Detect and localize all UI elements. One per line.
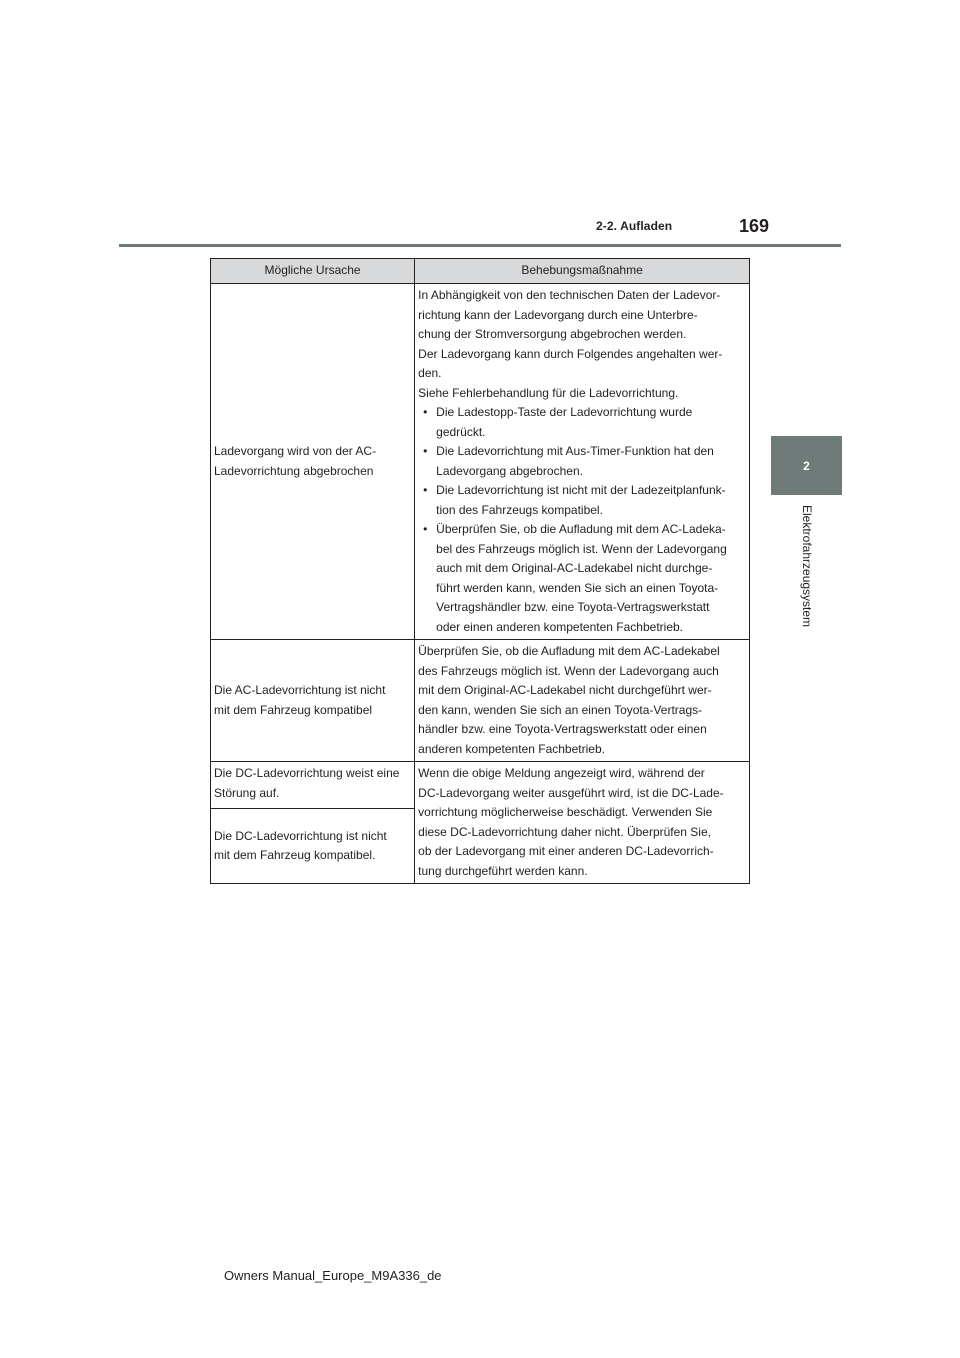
bullet-line: führt werden kann, wenden Sie sich an einen Toyota-	[436, 580, 719, 595]
cause-line: mit dem Fahrzeug kompatibel.	[214, 848, 376, 862]
action-line: diese DC-Ladevorrichtung daher nicht. Überprüfen Sie,	[418, 824, 711, 839]
action-line: des Fahrzeugs möglich ist. Wenn der Ladevorgang auch	[418, 663, 719, 678]
bullet-line: auch mit dem Original-AC-Ladekabel nicht durchge-	[436, 561, 713, 575]
bullet-line: Vertragshändler bzw. eine Toyota-Vertragswerkstatt	[436, 600, 710, 614]
cause-line: Die DC-Ladevorrichtung weist eine	[214, 766, 400, 780]
page-number: 169	[739, 216, 770, 236]
bullet-item	[418, 403, 746, 442]
action-line: In Abhängigkeit von den technischen Daten der Ladevor-	[418, 288, 721, 302]
action-line: DC-Ladevorgang weiter ausgeführt wird, ist die DC-Lade-	[418, 785, 724, 800]
action-line: den kann, wenden Sie sich an einen Toyota-Vertrags-	[418, 702, 703, 717]
action-line: händler bzw. eine Toyota-Vertragswerkstatt oder einen	[418, 722, 707, 736]
cause-cell	[211, 762, 415, 809]
table-header-row	[211, 259, 750, 284]
section-title: 2-2. Aufladen	[596, 219, 673, 233]
action-line: tung durchgeführt werden kann.	[418, 863, 588, 878]
cause-cell	[211, 809, 415, 884]
cause-line: mit dem Fahrzeug kompatibel	[214, 702, 373, 717]
bullet-line: • Überprüfen Sie, ob die Aufladung mit dem AC-Ladeka-	[436, 522, 726, 536]
header-divider	[119, 244, 841, 247]
action-cell	[415, 762, 750, 884]
cause-cell	[211, 284, 415, 640]
cause-line: Störung auf.	[214, 785, 280, 800]
action-line: vorrichtung möglicherweise beschädigt. Verwenden Sie	[418, 805, 713, 819]
table-row	[211, 284, 750, 640]
bullet-line: tion des Fahrzeugs kompatibel.	[436, 502, 603, 517]
action-line: Überprüfen Sie, ob die Aufladung mit dem AC-Ladekabel	[418, 644, 720, 658]
action-line: anderen kompetenten Fachbetrieb.	[418, 741, 605, 756]
chapter-number: 2	[803, 458, 810, 473]
action-line: Der Ladevorgang kann durch Folgendes angehalten wer-	[418, 346, 723, 361]
cause-line: Die AC-Ladevorrichtung ist nicht	[214, 683, 386, 697]
column-header-cause: Mögliche Ursache	[211, 259, 415, 284]
bullet-line: Ladevorgang abgebrochen.	[436, 463, 583, 478]
chapter-tab	[771, 436, 842, 495]
cause-line: Ladevorrichtung abgebrochen	[214, 463, 374, 478]
bullet-line: • Die Ladevorrichtung ist nicht mit der Ladezeitplanfunk-	[436, 483, 726, 497]
action-line: chung der Stromversorgung abgebrochen werden.	[418, 327, 687, 341]
bullet-line: bel des Fahrzeugs möglich ist. Wenn der Ladevorgang	[436, 541, 727, 556]
bullet-item	[418, 520, 746, 637]
troubleshooting-table	[210, 258, 750, 884]
action-line: Wenn die obige Meldung angezeigt wird, während der	[418, 766, 705, 780]
action-cell	[415, 284, 750, 640]
table-row	[211, 640, 750, 762]
bullet-line: • Die Ladevorrichtung mit Aus-Timer-Funktion hat den	[436, 444, 714, 458]
action-line: Siehe Fehlerbehandlung für die Ladevorrichtung.	[418, 385, 679, 400]
bullet-list	[418, 403, 746, 637]
cause-line: Ladevorgang wird von der AC-	[214, 444, 377, 458]
bullet-item	[418, 442, 746, 481]
bullet-line: • Die Ladestopp-Taste der Ladevorrichtung wurde	[436, 405, 693, 419]
bullet-line: oder einen anderen kompetenten Fachbetrieb.	[436, 619, 683, 634]
document-id: Owners Manual_Europe_M9A336_de	[224, 1268, 442, 1283]
cause-line: Die DC-Ladevorrichtung ist nicht	[214, 828, 387, 843]
action-cell	[415, 640, 750, 762]
bullet-item	[418, 481, 746, 520]
chapter-title: Elektrofahrzeugsystem	[800, 505, 814, 628]
bullet-line: gedrückt.	[436, 424, 486, 439]
action-line: ob der Ladevorgang mit einer anderen DC-Ladevorrich-	[418, 844, 714, 858]
cause-cell	[211, 640, 415, 762]
action-line: richtung kann der Ladevorgang durch eine Unterbre-	[418, 307, 698, 322]
action-line: den.	[418, 366, 442, 380]
column-header-action: Behebungsmaßnahme	[415, 259, 750, 284]
table-row	[211, 762, 750, 809]
action-line: mit dem Original-AC-Ladekabel nicht durchgeführt wer-	[418, 683, 712, 697]
